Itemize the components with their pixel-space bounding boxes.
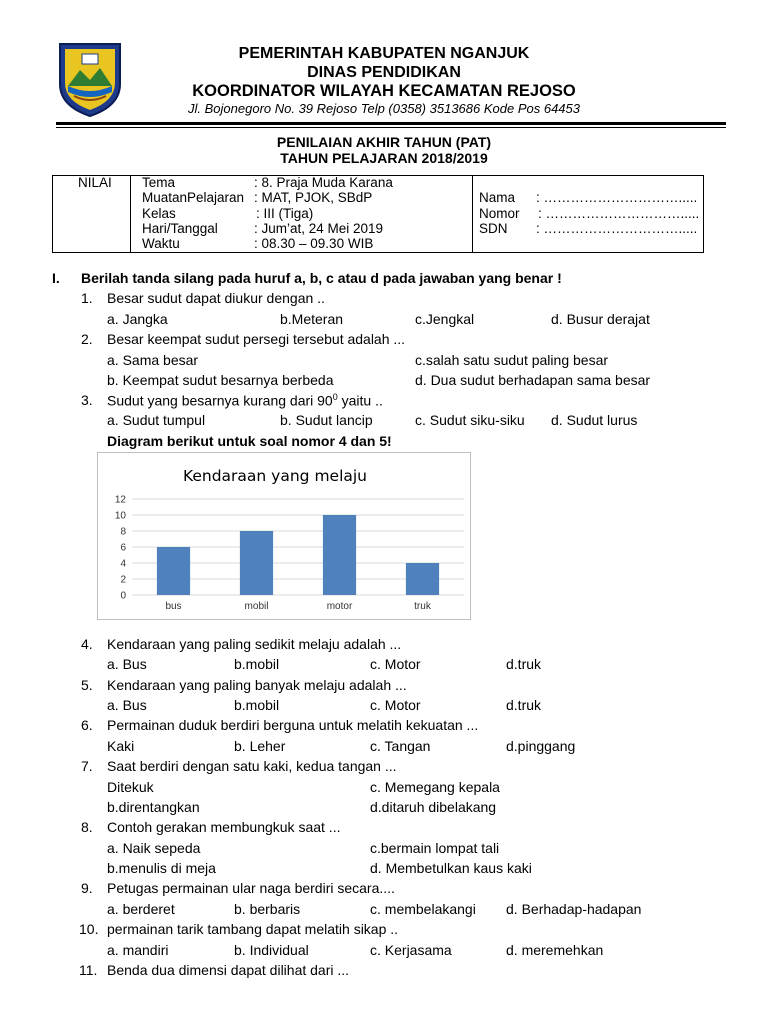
section-instruction: Berilah tanda silang pada huruf a, b, c atau d pada jawaban yang benar ! bbox=[81, 270, 562, 286]
header-government: PEMERINTAH KABUPATEN NGANJUK bbox=[238, 45, 530, 62]
option-d[interactable]: d.ditaruh dibelakang bbox=[370, 799, 497, 815]
time-value: : 08.30 – 09.30 WIB bbox=[254, 236, 374, 251]
name-label: Nama bbox=[479, 190, 516, 205]
y-tick-label: 6 bbox=[120, 542, 126, 554]
question-text: Permainan duduk berdiri berguna untuk melatih kekuatan ... bbox=[107, 717, 479, 733]
option-d[interactable]: d. Berhadap-hadapan bbox=[506, 901, 642, 917]
section-numeral: I. bbox=[52, 270, 60, 286]
option-c[interactable]: c. Memegang kepala bbox=[370, 779, 500, 795]
option-c[interactable]: c. Kerjasama bbox=[370, 942, 452, 958]
question-text: Kendaraan yang paling banyak melaju adalah ... bbox=[107, 677, 407, 693]
degree-superscript: 0 bbox=[332, 392, 338, 402]
question-number: 3. bbox=[81, 392, 93, 408]
question-text: Petugas permainan ular naga berdiri secara.... bbox=[107, 880, 395, 896]
option-a[interactable]: a. Bus bbox=[107, 697, 147, 713]
x-tick-label: bus bbox=[165, 601, 182, 612]
chart-title: Kendaraan yang melaju bbox=[182, 467, 368, 485]
question-text: permainan tarik tambang dapat melatih sikap .. bbox=[107, 921, 399, 937]
question-number: 10. bbox=[79, 921, 99, 937]
option-d[interactable]: d. Busur derajat bbox=[551, 311, 650, 327]
option-a[interactable]: a. Sudut tumpul bbox=[107, 412, 206, 428]
header-coordinator: KOORDINATOR WILAYAH KECAMATAN REJOSO bbox=[192, 82, 576, 100]
question-text: Kendaraan yang paling sedikit melaju adalah ... bbox=[107, 636, 402, 652]
option-c[interactable]: c. Tangan bbox=[370, 738, 431, 754]
question-number: 8. bbox=[81, 819, 93, 835]
y-tick-label: 4 bbox=[120, 558, 126, 570]
option-b[interactable]: b. Individual bbox=[234, 942, 309, 958]
question-text: Contoh gerakan membungkuk saat ... bbox=[107, 819, 341, 835]
question-number: 2. bbox=[81, 331, 93, 347]
option-c[interactable]: c. membelakangi bbox=[370, 901, 476, 917]
header-divider bbox=[56, 122, 726, 128]
question-number: 5. bbox=[81, 677, 93, 693]
option-b[interactable]: b.mobil bbox=[234, 656, 280, 672]
option-a[interactable]: Ditekuk bbox=[107, 779, 154, 795]
option-a[interactable]: a. berderet bbox=[107, 901, 175, 917]
option-a[interactable]: a. Bus bbox=[107, 656, 147, 672]
info-divider bbox=[130, 175, 131, 253]
number-field[interactable]: : …………………………..... bbox=[538, 206, 700, 221]
question-number: 11. bbox=[79, 962, 98, 978]
bar-chart-svg bbox=[98, 453, 470, 619]
bar-motor bbox=[323, 515, 356, 595]
number-label: Nomor bbox=[479, 206, 520, 221]
option-d[interactable]: d. Membetulkan kaus kaki bbox=[370, 860, 532, 876]
option-d[interactable]: d.truk bbox=[506, 656, 542, 672]
question-number: 1. bbox=[81, 290, 93, 306]
name-field[interactable]: : …………………………..... bbox=[536, 190, 698, 205]
question-number: 7. bbox=[81, 758, 93, 774]
option-b[interactable]: b. Keempat sudut besarnya berbeda bbox=[107, 372, 334, 388]
y-tick-label: 2 bbox=[120, 574, 126, 586]
option-d[interactable]: d.pinggang bbox=[506, 738, 576, 754]
option-b[interactable]: b. Sudut lancip bbox=[280, 412, 373, 428]
bar-mobil bbox=[240, 531, 273, 595]
school-label: SDN bbox=[479, 221, 508, 236]
time-label: Waktu bbox=[142, 236, 180, 251]
question-text-tail: yaitu .. bbox=[337, 392, 383, 409]
diagram-caption: Diagram berikut untuk soal nomor 4 dan 5! bbox=[107, 433, 392, 449]
exam-title: PENILAIAN AKHIR TAHUN (PAT) bbox=[276, 134, 492, 150]
option-c[interactable]: c.bermain lompat tali bbox=[370, 840, 500, 856]
option-c[interactable]: c. Motor bbox=[370, 697, 421, 713]
option-d[interactable]: d. Sudut lurus bbox=[551, 412, 638, 428]
bar-truk bbox=[406, 563, 439, 595]
bar-bus bbox=[157, 547, 190, 595]
date-value: : Jum’at, 24 Mei 2019 bbox=[254, 221, 384, 236]
question-text: Benda dua dimensi dapat dilihat dari ... bbox=[107, 962, 350, 978]
question-number: 9. bbox=[81, 880, 93, 896]
question-text: Besar keempat sudut persegi tersebut adalah ... bbox=[107, 331, 406, 347]
info-divider bbox=[472, 175, 473, 253]
option-b[interactable]: b.mobil bbox=[234, 697, 280, 713]
y-tick-label: 8 bbox=[120, 526, 126, 538]
y-tick-label: 12 bbox=[114, 494, 126, 506]
option-a[interactable]: a. Naik sepeda bbox=[107, 840, 201, 856]
class-label: Kelas bbox=[142, 206, 176, 221]
question-text-main: Sudut yang besarnya kurang dari 90 bbox=[107, 392, 333, 409]
question-text: Besar sudut dapat diukur dengan .. bbox=[107, 290, 325, 306]
option-b[interactable]: b.Meteran bbox=[280, 311, 344, 327]
question-text: Saat berdiri dengan satu kaki, kedua tangan ... bbox=[107, 758, 397, 774]
option-a[interactable]: a. Jangka bbox=[107, 311, 168, 327]
exam-year: TAHUN PELAJARAN 2018/2019 bbox=[280, 150, 488, 166]
option-a[interactable]: a. mandiri bbox=[107, 942, 169, 958]
subject-label: MuatanPelajaran bbox=[142, 190, 245, 205]
option-a[interactable]: a. Sama besar bbox=[107, 352, 199, 368]
bar-chart bbox=[97, 452, 471, 620]
theme-label: Tema bbox=[142, 175, 176, 190]
header-office: DINAS PENDIDIKAN bbox=[307, 64, 461, 81]
option-b[interactable]: b. berbaris bbox=[234, 901, 301, 917]
x-tick-label: truk bbox=[414, 601, 431, 612]
y-tick-label: 10 bbox=[114, 510, 126, 522]
option-c[interactable]: c.salah satu sudut paling besar bbox=[415, 352, 609, 368]
option-b[interactable]: b. Leher bbox=[234, 738, 286, 754]
option-b[interactable]: b.menulis di meja bbox=[107, 860, 216, 876]
question-text bbox=[107, 392, 383, 409]
question-number: 6. bbox=[81, 717, 93, 733]
theme-value: : 8. Praja Muda Karana bbox=[254, 175, 393, 190]
grade-label: NILAI bbox=[78, 175, 112, 190]
option-c[interactable]: c. Sudut siku-siku bbox=[415, 412, 525, 428]
option-b[interactable]: b.direntangkan bbox=[107, 799, 200, 815]
question-number: 4. bbox=[81, 636, 93, 652]
class-value: : III (Tiga) bbox=[256, 206, 314, 221]
date-label: Hari/Tanggal bbox=[142, 221, 218, 236]
option-a[interactable]: Kaki bbox=[107, 738, 135, 754]
header-address: Jl. Bojonegoro No. 39 Rejoso Telp (0358) 3513686 Kode Pos 64453 bbox=[188, 101, 580, 116]
x-tick-label: mobil bbox=[244, 601, 269, 612]
option-c[interactable]: c.Jengkal bbox=[415, 311, 475, 327]
option-c[interactable]: c. Motor bbox=[370, 656, 421, 672]
option-d[interactable]: d. Dua sudut berhadapan sama besar bbox=[415, 372, 651, 388]
subject-value: : MAT, PJOK, SBdP bbox=[254, 190, 373, 205]
x-tick-label: motor bbox=[326, 601, 353, 612]
y-tick-label: 0 bbox=[120, 590, 126, 602]
school-field[interactable]: : …………………………..... bbox=[536, 221, 698, 236]
option-d[interactable]: d. meremehkan bbox=[506, 942, 604, 958]
option-d[interactable]: d.truk bbox=[506, 697, 542, 713]
